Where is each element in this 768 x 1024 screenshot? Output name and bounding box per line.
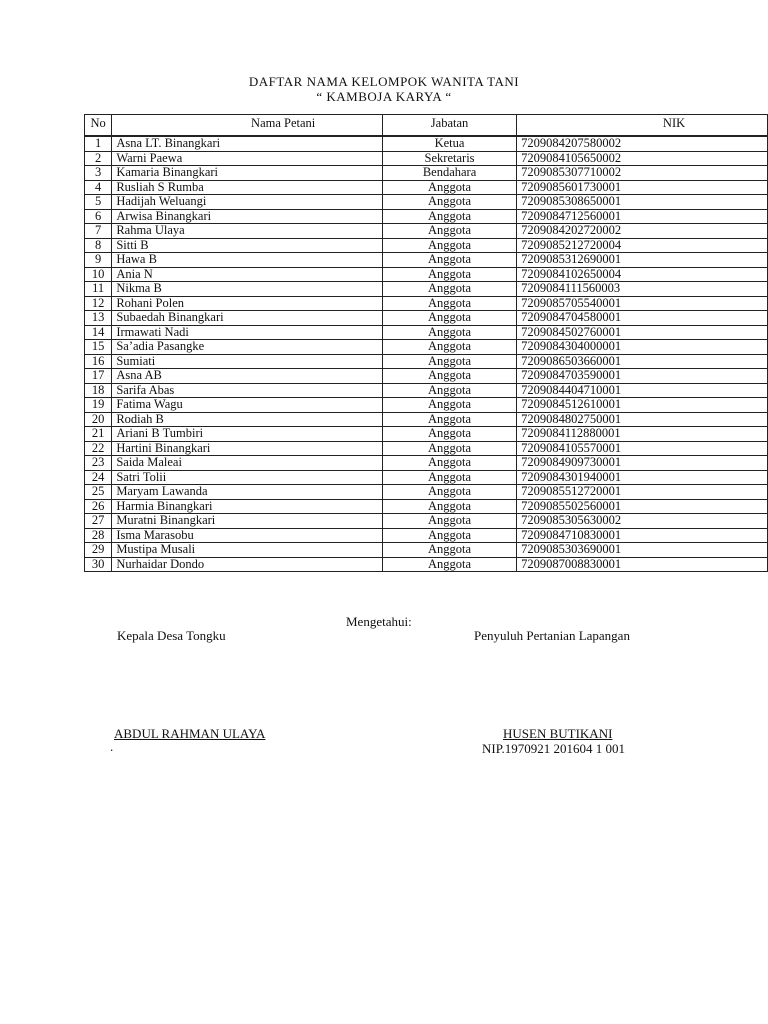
member-position: Anggota	[383, 485, 517, 500]
table-row	[85, 136, 768, 151]
member-name: Ania N	[112, 267, 383, 282]
table-row	[85, 340, 768, 355]
member-name: Hadijah Weluangi	[112, 195, 383, 210]
row-number: 12	[85, 296, 112, 311]
member-nik: 7209084712560001	[517, 209, 768, 224]
member-position: Anggota	[383, 369, 517, 384]
row-number: 23	[85, 456, 112, 471]
member-nik: 7209084909730001	[517, 456, 768, 471]
member-nik: 7209085312690001	[517, 253, 768, 268]
member-name: Sa’adia Pasangke	[112, 340, 383, 355]
member-position: Anggota	[383, 557, 517, 572]
row-number: 27	[85, 514, 112, 529]
member-position: Anggota	[383, 398, 517, 413]
member-nik: 7209084105570001	[517, 441, 768, 456]
member-nik: 7209084802750001	[517, 412, 768, 427]
table-row	[85, 456, 768, 471]
document-title: DAFTAR NAMA KELOMPOK WANITA TANI	[248, 74, 520, 89]
member-position: Anggota	[383, 224, 517, 239]
member-position: Anggota	[383, 180, 517, 195]
member-nik: 7209085212720004	[517, 238, 768, 253]
header-position: Jabatan	[383, 115, 517, 137]
member-position: Anggota	[383, 354, 517, 369]
member-nik: 7209086503660001	[517, 354, 768, 369]
table-row	[85, 398, 768, 413]
member-nik: 7209085601730001	[517, 180, 768, 195]
member-name: Muratni Binangkari	[112, 514, 383, 529]
row-number: 4	[85, 180, 112, 195]
member-position: Anggota	[383, 427, 517, 442]
table-row	[85, 238, 768, 253]
row-number: 5	[85, 195, 112, 210]
member-position: Anggota	[383, 209, 517, 224]
right-signatory-role: Penyuluh Pertanian Lapangan	[474, 628, 630, 643]
table-row	[85, 354, 768, 369]
member-name: Sitti B	[112, 238, 383, 253]
member-nik: 7209084111560003	[517, 282, 768, 297]
table-row	[85, 166, 768, 181]
member-nik: 7209085705540001	[517, 296, 768, 311]
member-position: Sekretaris	[383, 151, 517, 166]
member-nik: 7209085502560001	[517, 499, 768, 514]
member-name: Rohani Polen	[112, 296, 383, 311]
member-name: Mustipa Musali	[112, 543, 383, 558]
row-number: 26	[85, 499, 112, 514]
table-row	[85, 151, 768, 166]
row-number: 7	[85, 224, 112, 239]
left-signatory-name: ABDUL RAHMAN ULAYA	[114, 726, 266, 741]
member-position: Anggota	[383, 311, 517, 326]
member-name: Rusliah S Rumba	[112, 180, 383, 195]
member-nik: 7209084202720002	[517, 224, 768, 239]
table-row	[85, 311, 768, 326]
table-row	[85, 514, 768, 529]
table-row	[85, 296, 768, 311]
member-name: Saida Maleai	[112, 456, 383, 471]
member-position: Anggota	[383, 499, 517, 514]
right-signatory-name: HUSEN BUTIKANI	[503, 726, 613, 741]
member-position: Anggota	[383, 195, 517, 210]
member-nik: 7209084207580002	[517, 136, 768, 151]
row-number: 24	[85, 470, 112, 485]
row-number: 22	[85, 441, 112, 456]
table-header-row	[85, 115, 768, 137]
member-nik: 7209084301940001	[517, 470, 768, 485]
table-row	[85, 441, 768, 456]
left-signatory-mark: .	[110, 739, 114, 754]
row-number: 1	[85, 136, 112, 151]
group-name: “ KAMBOJA KARYA “	[316, 89, 452, 104]
table-row	[85, 528, 768, 543]
row-number: 29	[85, 543, 112, 558]
row-number: 20	[85, 412, 112, 427]
right-signatory-nip: NIP.1970921 201604 1 001	[482, 741, 626, 756]
row-number: 9	[85, 253, 112, 268]
member-nik: 7209084105650002	[517, 151, 768, 166]
member-table	[84, 114, 768, 572]
row-number: 16	[85, 354, 112, 369]
member-position: Anggota	[383, 441, 517, 456]
table-body	[85, 136, 768, 572]
member-nik: 7209085308650001	[517, 195, 768, 210]
member-name: Irmawati Nadi	[112, 325, 383, 340]
row-number: 3	[85, 166, 112, 181]
member-name: Nikma B	[112, 282, 383, 297]
row-number: 8	[85, 238, 112, 253]
member-nik: 7209085303690001	[517, 543, 768, 558]
row-number: 19	[85, 398, 112, 413]
member-name: Arwisa Binangkari	[112, 209, 383, 224]
member-name: Subaedah Binangkari	[112, 311, 383, 326]
member-nik: 7209084710830001	[517, 528, 768, 543]
member-name: Nurhaidar Dondo	[112, 557, 383, 572]
member-nik: 7209084404710001	[517, 383, 768, 398]
member-name: Hartini Binangkari	[112, 441, 383, 456]
row-number: 13	[85, 311, 112, 326]
member-position: Anggota	[383, 456, 517, 471]
table-row	[85, 543, 768, 558]
member-name: Sarifa Abas	[112, 383, 383, 398]
table-row	[85, 427, 768, 442]
member-position: Anggota	[383, 267, 517, 282]
member-nik: 7209084704580001	[517, 311, 768, 326]
header-nik: NIK	[517, 115, 768, 137]
member-position: Anggota	[383, 543, 517, 558]
member-name: Ariani B Tumbiri	[112, 427, 383, 442]
table-row	[85, 209, 768, 224]
header-name: Nama Petani	[112, 115, 383, 137]
row-number: 2	[85, 151, 112, 166]
row-number: 21	[85, 427, 112, 442]
table-row	[85, 383, 768, 398]
table-row	[85, 267, 768, 282]
member-name: Harmia Binangkari	[112, 499, 383, 514]
member-nik: 7209084102650004	[517, 267, 768, 282]
member-nik: 7209085512720001	[517, 485, 768, 500]
row-number: 25	[85, 485, 112, 500]
member-position: Anggota	[383, 470, 517, 485]
member-nik: 7209085307710002	[517, 166, 768, 181]
table-row	[85, 412, 768, 427]
member-name: Rodiah B	[112, 412, 383, 427]
table-row	[85, 253, 768, 268]
header-no: No	[85, 115, 112, 137]
member-position: Anggota	[383, 514, 517, 529]
row-number: 11	[85, 282, 112, 297]
member-name: Warni Paewa	[112, 151, 383, 166]
member-nik: 7209084512610001	[517, 398, 768, 413]
member-position: Bendahara	[383, 166, 517, 181]
table-row	[85, 485, 768, 500]
member-position: Ketua	[383, 136, 517, 151]
member-name: Maryam Lawanda	[112, 485, 383, 500]
table-row	[85, 369, 768, 384]
member-nik: 7209084502760001	[517, 325, 768, 340]
member-name: Satri Tolii	[112, 470, 383, 485]
member-name: Asna LT. Binangkari	[112, 136, 383, 151]
left-signatory-role: Kepala Desa Tongku	[117, 628, 226, 643]
member-nik: 7209085305630002	[517, 514, 768, 529]
member-nik: 7209084703590001	[517, 369, 768, 384]
member-position: Anggota	[383, 238, 517, 253]
row-number: 10	[85, 267, 112, 282]
member-name: Kamaria Binangkari	[112, 166, 383, 181]
row-number: 30	[85, 557, 112, 572]
member-position: Anggota	[383, 383, 517, 398]
member-name: Rahma Ulaya	[112, 224, 383, 239]
table-row	[85, 224, 768, 239]
table-row	[85, 195, 768, 210]
member-nik: 7209084112880001	[517, 427, 768, 442]
member-position: Anggota	[383, 340, 517, 355]
table-row	[85, 499, 768, 514]
row-number: 17	[85, 369, 112, 384]
acknowledged-label: Mengetahui:	[346, 614, 412, 629]
member-name: Asna AB	[112, 369, 383, 384]
table-row	[85, 180, 768, 195]
row-number: 18	[85, 383, 112, 398]
member-name: Sumiati	[112, 354, 383, 369]
member-nik: 7209084304000001	[517, 340, 768, 355]
row-number: 15	[85, 340, 112, 355]
member-position: Anggota	[383, 253, 517, 268]
member-position: Anggota	[383, 412, 517, 427]
member-name: Isma Marasobu	[112, 528, 383, 543]
table-row	[85, 282, 768, 297]
row-number: 28	[85, 528, 112, 543]
member-position: Anggota	[383, 296, 517, 311]
member-name: Hawa B	[112, 253, 383, 268]
row-number: 6	[85, 209, 112, 224]
table-row	[85, 470, 768, 485]
table-row	[85, 325, 768, 340]
member-name: Fatima Wagu	[112, 398, 383, 413]
row-number: 14	[85, 325, 112, 340]
member-position: Anggota	[383, 325, 517, 340]
member-position: Anggota	[383, 282, 517, 297]
member-nik: 7209087008830001	[517, 557, 768, 572]
table-row	[85, 557, 768, 572]
member-position: Anggota	[383, 528, 517, 543]
